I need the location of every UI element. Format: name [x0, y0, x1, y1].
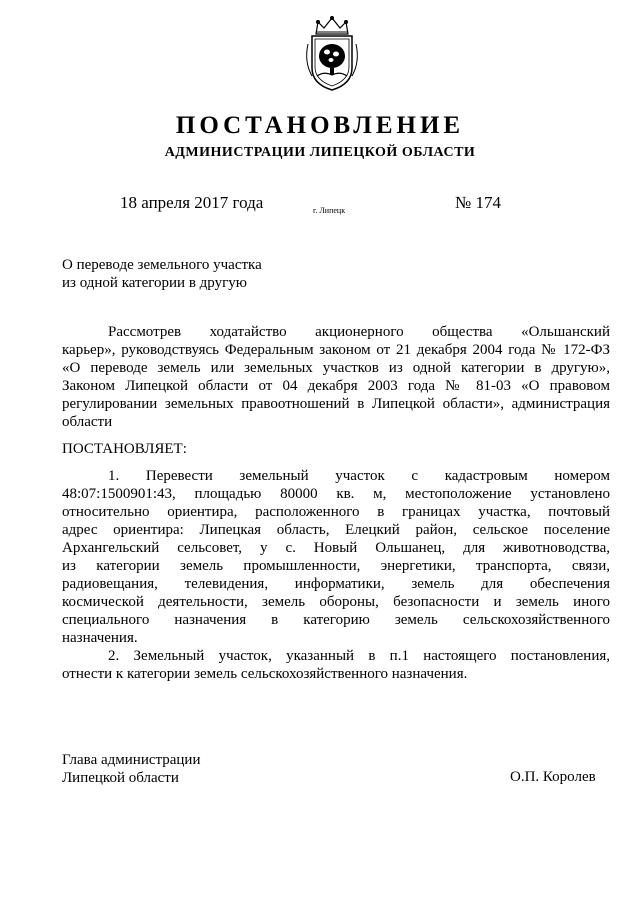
document-title: ПОСТАНОВЛЕНИЕ: [175, 112, 465, 139]
item-1-line: относительно ориентира, расположенного в границах участка, почтовый: [62, 504, 610, 520]
resolves-text: ПОСТАНОВЛЯЕТ:: [62, 441, 187, 457]
subject-line: О переводе земельного участка: [62, 257, 262, 273]
item-1-line: адрес ориентира: Липецкая область, Елецкий район, сельское поселение: [62, 522, 610, 538]
preamble-line: регулировании земельных правоотношений в Липецкой области», администрация: [62, 396, 610, 412]
document-city: г. Липецк: [313, 206, 346, 215]
issuing-authority: АДМИНИСТРАЦИИ ЛИПЕЦКОЙ ОБЛАСТИ: [164, 145, 476, 160]
preamble-paragraph: [62, 323, 610, 431]
item-1-line: 48:07:1500901:43, площадью 80000 кв. м, местоположение установлено: [62, 486, 610, 502]
item-1-line: Архангельский сельсовет, у с. Новый Ольшанец, для животноводства,: [62, 540, 610, 556]
item-1-line: назначения.: [62, 630, 138, 646]
preamble-line: Законом Липецкой области от 04 декабря 2003 года № 81-03 «О правовом: [62, 378, 610, 394]
preamble-line: карьер», руководствуясь Федеральным законом от 21 декабря 2004 года № 172-ФЗ: [62, 342, 610, 358]
document-subject: [62, 256, 262, 292]
item-1-line: 1. Перевести земельный участок с кадастровым номером: [108, 468, 610, 484]
preamble-line: «О переводе земель или земельных участков из одной категории в другую»,: [62, 360, 610, 376]
preamble-line: Рассмотрев ходатайство акционерного общества «Ольшанский: [108, 324, 610, 340]
signatory-name: О.П. Королев: [510, 769, 596, 785]
item-1-line: космической деятельности, земель обороны, безопасности и земель иного: [62, 594, 610, 610]
signatory-position-line: Глава администрации: [62, 752, 201, 768]
document-number: № 174: [455, 193, 501, 212]
resolves-heading: [62, 440, 610, 458]
item-1-line: специального назначения в категорию земель сельскохозяйственного: [62, 612, 610, 628]
item-1-paragraph: [62, 467, 610, 647]
signatory-position: [62, 751, 200, 787]
item-2-paragraph: [62, 647, 610, 683]
item-2-line: отнести к категории земель сельскохозяйственного назначения.: [62, 666, 468, 682]
preamble-line: области: [62, 414, 113, 430]
coat-of-arms-icon: [300, 14, 364, 94]
item-1-line: из категории земель промышленности, энергетики, транспорта, связи,: [62, 558, 610, 574]
document-date: 18 апреля 2017 года: [120, 193, 264, 212]
item-1-line: радиовещания, телевидения, информатики, земель для обеспечения: [62, 576, 610, 592]
subject-line: из одной категории в другую: [62, 275, 247, 291]
item-2-line: 2. Земельный участок, указанный в п.1 настоящего постановления,: [108, 648, 610, 664]
signatory-position-line: Липецкой области: [62, 770, 179, 786]
